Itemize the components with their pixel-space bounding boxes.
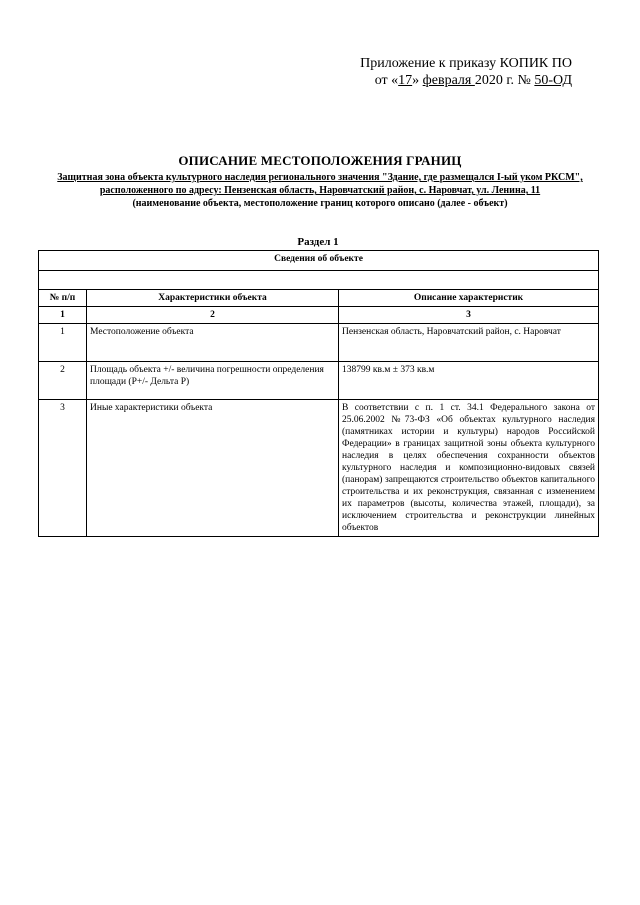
row-characteristic: Иные характеристики объекта: [87, 400, 339, 537]
appendix-date-mid2: 2020 г. №: [474, 73, 535, 88]
appendix-line1: Приложение к приказу КОПИК ПО: [360, 56, 572, 71]
row-num: 2: [39, 362, 87, 400]
table-numbering-row: [39, 307, 599, 324]
object-info-table: [38, 250, 599, 537]
appendix-date-prefix: от «: [374, 73, 399, 88]
appendix-header: [360, 55, 572, 89]
appendix-month: февраля: [422, 73, 475, 88]
table-row: [39, 324, 599, 362]
subject-note: (наименование объекта, местоположение границ которого описано (далее - объект): [132, 198, 508, 209]
row-num: 1: [39, 324, 87, 362]
section-heading: Сведения об объекте: [39, 251, 599, 271]
appendix-number: 50-ОД: [534, 73, 572, 88]
title-block: [40, 153, 600, 210]
numbering-3: 3: [339, 307, 599, 324]
numbering-2: 2: [87, 307, 339, 324]
header-description: Описание характеристик: [339, 290, 599, 307]
table-header-row: [39, 290, 599, 307]
table-spacer-row: [39, 271, 599, 290]
appendix-line2: [360, 72, 572, 89]
row-num: 3: [39, 400, 87, 537]
table-row: [39, 362, 599, 400]
row-characteristic: Местоположение объекта: [87, 324, 339, 362]
appendix-date-mid1: »: [412, 73, 423, 88]
section-title: Раздел 1: [297, 236, 339, 248]
row-description: 138799 кв.м ± 373 кв.м: [339, 362, 599, 400]
header-num: № п/п: [39, 290, 87, 307]
document-title: ОПИСАНИЕ МЕСТОПОЛОЖЕНИЯ ГРАНИЦ: [178, 153, 462, 168]
numbering-1: 1: [39, 307, 87, 324]
spacer-cell: [39, 271, 599, 290]
table-section-heading-row: [39, 251, 599, 271]
header-characteristic: Характеристики объекта: [87, 290, 339, 307]
appendix-day: 17: [398, 73, 413, 88]
row-characteristic: Площадь объекта +/- величина погрешности определения площади (Р+/- Дельта Р): [87, 362, 339, 400]
row-description: Пензенская область, Наровчатский район, с. Наровчат: [339, 324, 599, 362]
row-description: В соответствии с п. 1 ст. 34.1 Федерального закона от 25.06.2002 №73-ФЗ «Об объектах культурного наследия (памятниках истории и культуры) народов Российской Федерации» в границах защитной зоны объекта культурного наследия в целях обеспечения сохранности объектов культурного наследия и композиционно-видовых связей (панорам) запрещаются строительство объектов капитального строительства и их реконструкция, связанная с изменением их параметров (высоты, количества этажей, площади), за исключением строительства и реконструкции линейных объектов: [339, 400, 599, 537]
subject-description: Защитная зона объекта культурного наследия регионального значения "Здание, где размещался I-ый уком РКСМ", расположенного по адресу: Пензенская область, Наровчатский район, с. Наровчат, ул. Ленина, 11: [57, 172, 583, 196]
table-row: [39, 400, 599, 537]
